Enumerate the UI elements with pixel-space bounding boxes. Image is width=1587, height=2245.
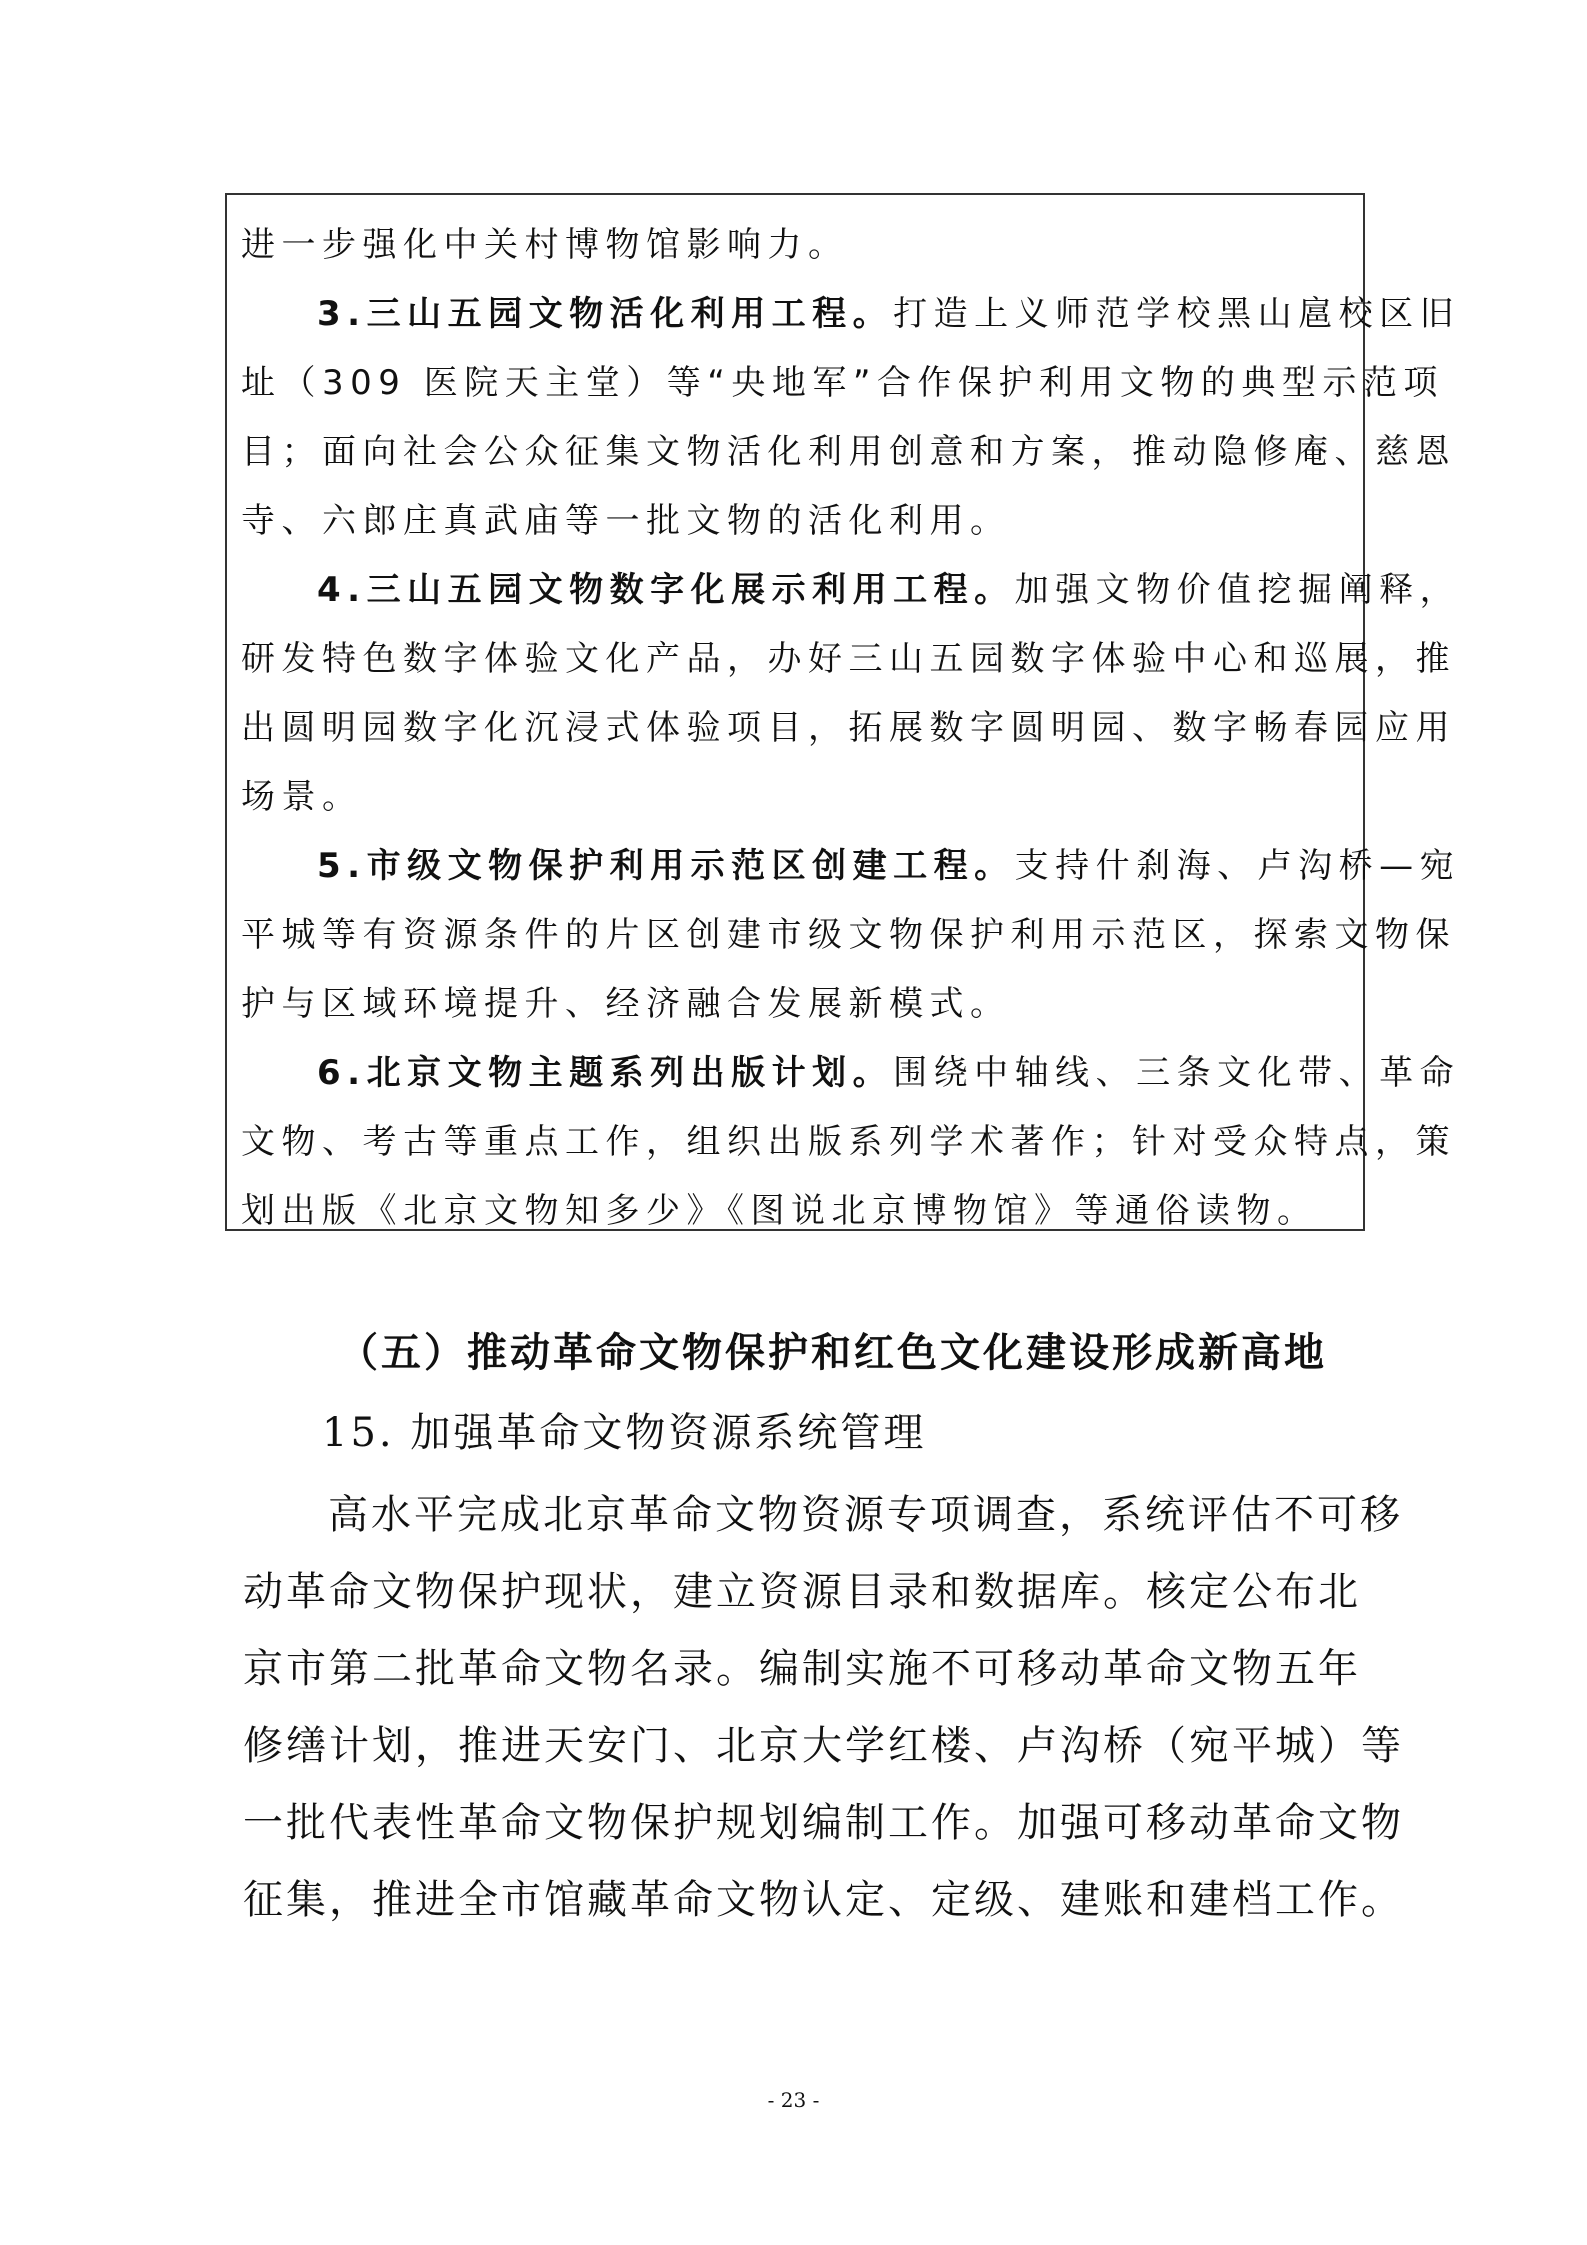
project-title: 4.三山五园文物数字化展示利用工程。 [317, 570, 1015, 610]
project-text: 划出版《北京文物知多少》《图说北京博物馆》等通俗读物。 [241, 1191, 1318, 1231]
box-line [241, 1177, 1349, 1246]
paragraph-line: 高水平完成北京革命文物资源专项调查，系统评估不可移 [328, 1492, 1403, 1538]
project-text: 出圆明园数字化沉浸式体验项目，拓展数字圆明园、数字畅春园应用 [241, 708, 1456, 748]
paragraph-line: 京市第二批革命文物名录。编制实施不可移动革命文物五年 [243, 1646, 1361, 1692]
project-text: 打造上义师范学校黑山扈校区旧 [893, 294, 1461, 334]
project-text: 寺、六郎庄真武庙等一批文物的活化利用。 [241, 501, 1011, 541]
box-line [241, 1039, 1461, 1108]
box-line [241, 1108, 1456, 1177]
project-text: 护与区域环境提升、经济融合发展新模式。 [241, 984, 1011, 1024]
project-text: 加强文物价值挖掘阐释， [1014, 570, 1461, 610]
paragraph-line: 征集，推进全市馆藏革命文物认定、定级、建账和建档工作。 [243, 1877, 1404, 1923]
box-line [241, 901, 1456, 970]
box-line [241, 280, 1461, 349]
paragraph-line: 动革命文物保护现状，建立资源目录和数据库。核定公布北 [243, 1569, 1361, 1615]
page-number: - 23 - [767, 2088, 820, 2112]
body-paragraph [243, 1477, 1404, 1939]
project-text: 目；面向社会公众征集文物活化利用创意和方案，推动隐修庵、慈恩 [241, 432, 1456, 472]
subsection-heading: 15. 加强革命文物资源系统管理 [322, 1410, 927, 1456]
project-text: 围绕中轴线、三条文化带、革命 [893, 1053, 1461, 1093]
box-line [241, 487, 1349, 556]
box-line [241, 211, 1349, 280]
paragraph-line: 一批代表性革命文物保护规划编制工作。加强可移动革命文物 [243, 1800, 1404, 1846]
project-list-box [225, 193, 1461, 1231]
box-line [241, 625, 1456, 694]
box-line [241, 763, 1349, 832]
project-text: 址（309 医院天主堂）等“央地军”合作保护利用文物的典型示范项 [241, 363, 1444, 403]
paragraph-line: 修缮计划，推进天安门、北京大学红楼、卢沟桥（宛平城）等 [243, 1723, 1404, 1769]
project-text: 支持什刹海、卢沟桥—宛 [1014, 846, 1461, 886]
project-title: 5.市级文物保护利用示范区创建工程。 [317, 846, 1015, 886]
project-text: 场景。 [241, 777, 363, 817]
project-text: 研发特色数字体验文化产品，办好三山五园数字体验中心和巡展，推 [241, 639, 1456, 679]
box-line [241, 556, 1461, 625]
project-text: 进一步强化中关村博物馆影响力。 [241, 225, 849, 265]
project-text: 平城等有资源条件的片区创建市级文物保护利用示范区，探索文物保 [241, 915, 1456, 955]
box-line [241, 349, 1444, 418]
box-line [241, 832, 1461, 901]
project-title: 3.三山五园文物活化利用工程。 [317, 294, 894, 334]
box-line [241, 694, 1456, 763]
box-line [241, 418, 1456, 487]
project-text: 文物、考古等重点工作，组织出版系列学术著作；针对受众特点，策 [241, 1122, 1456, 1162]
project-title: 6.北京文物主题系列出版计划。 [317, 1053, 894, 1093]
section-heading: （五）推动革命文物保护和红色文化建设形成新高地 [338, 1329, 1327, 1376]
box-line [241, 970, 1349, 1039]
